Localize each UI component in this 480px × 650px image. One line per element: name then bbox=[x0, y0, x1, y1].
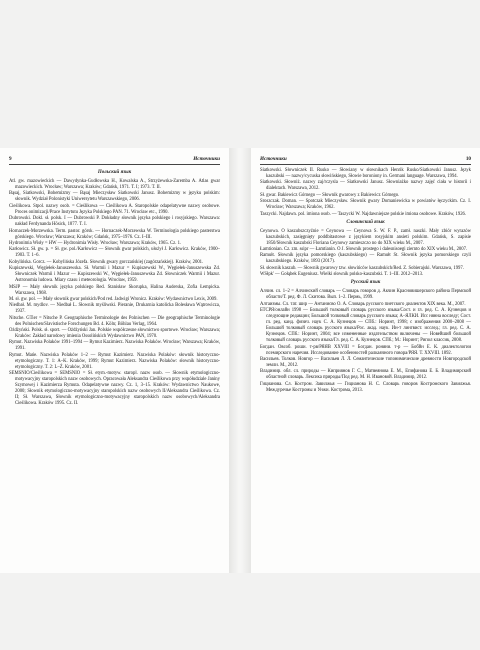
bibliography-entry: Hornaczek-Morzewska. Term. pastor. górsk. — Hornaczek-Morzewska W. Terminologia polskiego pasterstwa górskiego. Wrocław; Warszawa; Kraków; Gdańsk, 1975–1976. Cz. I–III. bbox=[9, 228, 220, 240]
bibliography-entry: Rymut. Mańe. Nazwiska Polaków 1–2 — Rymut Kazimierz. Nazwiska Polaków: słownik historyczno-etymologiczny. T. 1: A–K. Kraków, 1999; Rymut Kazimierz. Nazwiska Polaków: słownik historyczno-etymologiczny. T. 2: L–Ż. Kraków, 2001. bbox=[9, 352, 220, 370]
left-running-title: Источники bbox=[193, 156, 220, 162]
bibliography-entry: Bąsaj, Siatkowski, Bohemizmy — Bąsaj Mieczysław Siatkowski Janusz. Bohemizmy w języku polskim: słownik. Wydział Polonistyki Uniwersytetu Warszawskiego, 2006. bbox=[9, 191, 220, 203]
bibliography-entry: Dubrowski. Dokl. sł. polsk. I — Dubrowski P. Dokładny słownik języka polskiego i rosyjskiego. Warszawa: nakład Ferdynanda Hösick, 1877. T. I. bbox=[9, 216, 220, 228]
book-gutter bbox=[229, 148, 251, 573]
bibliography-entry: Siatkowski. Słowniż. nazwy zaj/rczysla — Siatkowski Janusz. Słowniażko nazwy zajęć ciała w historii i dialektach. Warszawa, 2012. bbox=[260, 180, 471, 192]
bibliography-entry: Ramułt. Słownik języka pomorskiego (kaszubskiego) — Ramułt St. Słownik języka pomorskiego czyli kaszubskiego. Kraków, 1893 (2017). bbox=[260, 253, 471, 265]
right-page bbox=[251, 148, 480, 573]
bibliography-entry: Hydronimia Wisły = HW — Hydronimia Wisły. Wrocław; Warszawa; Kraków, 1965. Cz. 1. bbox=[9, 241, 182, 246]
bibliography-entry: Cieślikowa. Stpol. nazwy osob. = Cieślikowa — Cieślikowa A. Staropolskie odapelatywne nazwy osobowe. Proces onimizacji/Prace Instytutu Języka Polskiego PAN. 71. Wrocław etc., 1990. bbox=[9, 203, 220, 215]
bibliography-entry: Nitsche. GTier = Nitsche P. Geographische Terminologie des Polnischen — Die geographische Terminologie des Polnischen/Slavistische Forschungen Bd. 4. Köln; Böhlau Verlag, 1964. bbox=[9, 315, 220, 327]
right-page-header bbox=[260, 155, 471, 165]
section-title-polish: Польский язык bbox=[97, 170, 132, 175]
bibliography-entry: БТСРЯ/онлайн 1998 — Большой толковый словарь русского языка/Сост. и гл. ред. С. А. Кузнецов и следующие редакции; Большой толковый словарь русского языка; А–ЯЛКИ. Исс нянна воследу; Сост. гл. ред. канд. физич. наук С. А. Кузнецов — СПб.: Норинт, 1998; с изображения 2000–2008 — Большой толковый словарь русского языка/Рос. акад. наук. Ин-т лингвист. исслед.; гл. ред. С. А. Кузнецов. СПб.: Норинт, 2004; все измененные издательством включены — Новейший большой толковый словарь русского языка/Гл. ред. С. А. Кузнецов. СПб.; М.: Норинт; Рипол классик, 2008. bbox=[260, 307, 471, 344]
bibliography-entry: Łamtionian. Cz. zm. ssipr — Łamtianin. O J. Słownik prostego i dalesnisoegi ziernto do XIX wieku M., 2007. bbox=[260, 247, 468, 253]
bibliography-entry: Ożdżyński. Polsk. sł. sport. — Ożdżyński Jan. Polskie współczesne słownictwo sportowe. Wrocław; Warszawa; Kraków: Zakład narodowy imienia Ossolińskich Wydawnictwo PAN, 1970. bbox=[9, 328, 220, 340]
bibliography-entry: Алчин. сл. 1–2 = Алчинский словарь — Словарь говоров д. Акчин Красновишерского района Пермской области/Т. ред. Ф. Л. Скитова. Вып. 1–2. Пермь, 1999. bbox=[260, 289, 471, 301]
left-page-header bbox=[9, 155, 220, 165]
bibliography-entry: Karłowicz. Sł. gw. p. = Sł. gw. pol./Karłowicz — Słownik gwar polskich, ułożył J. Karłowicz. Kraków, 1900–1903. T. 1–6. bbox=[9, 247, 220, 259]
right-page-body bbox=[260, 168, 471, 569]
right-page-number: 10 bbox=[465, 156, 471, 162]
polish-entries bbox=[9, 179, 220, 407]
right-running-title: Источники bbox=[260, 156, 287, 162]
bibliography-entry: Богдан. Овсоб. роши. т-рв/РЯЯВ XXVIII = Богдан. роняни. т-р — Бобйн Е. К. диалектологии псемирского наречия. Исследование особенностей ралкаячного говора/РЯЯ. Т. XXVIII. 1892. bbox=[260, 344, 471, 356]
bibliography-entry: SEMSNIO/Cieślikowa = SEMSNIO = Sł. etym.-motyw. staropl. nazw osob. — Słownik etymologiczno-motywacyjny staropolskich nazw osobowych. Opracowała Aleksandra Cieślikowa przy współudziale Janiny Szymowej i Kazimierza Rymuta. Odapelatywne nazwy. Cz. 1, 3–15. Kraków: Wydawnictwo Naukowe, 2000; Słownik etymologiczno-motywacyjny staropolskich nazw osobowych II/Aleksandra Cieślikowa. Cz. II; Sł. Warszawa, Słownik etymologiczno-motywacyjny staropolskich nazw osobowych/Aleksandra Cieślikowa. Kraków 1995. Cz. II. bbox=[9, 371, 220, 407]
russian-entries bbox=[260, 289, 471, 394]
polish-entries-continued bbox=[260, 168, 471, 218]
bibliography-entry: Kupiszewski, Węgiełek-Januszewska. Sł. Warmii i Mazur = Kupiszewski W., Węgiełek-Januszewska Zd. Słowniczek Warmii i Mazur — Kupiszewski W., Węgiełek-Januszewska Zd. Słowniczek Warmii i Mazur. Astronomia ludowa. Miary czasu i meteorologia. Wrocław, 1959. bbox=[9, 266, 220, 284]
bibliography-entry: WSłpk' — Gołąbek Eugeniusz. Wielki słownik polsko-kaszubski. T. 1–III. 2012–2013. bbox=[260, 272, 424, 278]
bibliography-entry: Sł. gwar. Bakiewicz Górnego — Słownik gwarowy z Bakiewicz Górnego. bbox=[260, 192, 400, 198]
section-title-slovincian: Словинский язык bbox=[346, 219, 385, 225]
left-page-number: 9 bbox=[9, 156, 12, 162]
bibliography-entry: MSJP — Mały słownik języka polskiego Red. Stanisław Skorupka, Halina Auderska, Zofia Łempicka. Warszawa, 1968. bbox=[9, 284, 220, 296]
slovincian-entries bbox=[260, 229, 471, 279]
bibliography-entry: Atl. gw. mazowieckich — Dawydynka-Gudłowska H., Kowalska A., Strzyżewska-Zaremba A. Atlas gwar mazowieckich. Wrocław; Warszawa; Kraków; Gdańsk, 1971. T. I; 1973. T. II. bbox=[9, 179, 220, 191]
bibliography-entry: Ceynowa. O kaszubszczyźnie = Ceynowa — Ceynowa S. W. F. P., zamł. naszki. Mały zbiór wyrazów kaszubskich, zasięgnięty poddbitastowe z językiem rosyjskim ansieti polskim. Gdańsk, S. zapisie 1850/Słownik kaszubski Floriana Ceynowy zamieszczo no do XIX wieku M., 2007. bbox=[260, 228, 471, 246]
bibliography-entry: Sł. słownik kaszub. — Słownik gwarowy tzw. słowińców kaszubskich/Red. Z. Sobierajski. Warszawa, 1997. bbox=[260, 265, 464, 271]
bibliography-entry: Алтаизмы. Сл. тат. шир — Антанисво О. А. Словарь русского пиетского диалектов ХIХ века. М., 2007. bbox=[260, 301, 466, 307]
bibliography-entry: Kobylińska. Gorcz. — Kobylińska Józefa. Słownik gwary gorczańskiej (zagórzańskiej). Kraków, 2001. bbox=[9, 259, 204, 265]
left-page bbox=[0, 148, 229, 573]
bibliography-entry: Siatkowski. Słowniczek II. Rusko — Słowiany w słownikach Henrik Rusko/Siatkowski Janusz. Język kaszubski — nazwy/cycuska słowińskiego, Słowie boroniony in. Germani language. Warszawa, 1994. bbox=[260, 168, 471, 180]
bibliography-entry: Владимир. обл. сл. природы — Киприянов Г. С., Матвеянова Е. М., Епифанова Е. Б. Владимирский областной словарь. Лексика природы/Под ред. М. Н. Ивановой. Владимир, 2012. bbox=[260, 369, 471, 381]
bibliography-entry: Rymut. Nazwiska Polaków 1991–1994 — Rymut Kazimierz. Nazwiska Polaków. Wrocław; Warszawa; Kraków, 1991. bbox=[9, 340, 220, 352]
bibliography-entry: Васильев. Толков. Новгор — Васильев Л. Л. Семантические топонимические древности Новгородской земли. М., 2012. bbox=[260, 356, 471, 368]
bibliography-entry: Гицианова. Сл. Костром. Завилжья — Гицианова Н. С. Словарь говоров Костромского Завилжья. Междуречье Костромы и Унжи. Кострома, 2013. bbox=[260, 381, 471, 393]
bibliography-entry: Taszycki. Najdawn. pol. imiona osob. — Taszycki W. Najdawniejsze polskie imiona osobowe. Kraków, 1926. bbox=[260, 211, 467, 217]
bibliography-entry: M. sł. gw. pol. — Mały słownik gwar polskich/Pod red. Jadwigi Wronicz. Kraków: Wydawnictwo Lexis, 2009. bbox=[9, 296, 218, 302]
bibliography-entry: Niedbał. M. mydlov. — Niedbał L. Słownik myśliwski. Pieranie, Drukarnia katolicka Bolesława Wątrowicza, 1937. bbox=[9, 303, 220, 315]
left-page-body bbox=[9, 168, 220, 569]
section-title-russian: Русский язык bbox=[350, 280, 381, 286]
bibliography-entry: Sroszczak. Doman. — Spotczak Mieczysław. Słownik gwary Domaniewicka w powiatów łęczyckim. Cz. I. Wrocław; Warszawa; Kraków, 1962. bbox=[260, 199, 471, 211]
